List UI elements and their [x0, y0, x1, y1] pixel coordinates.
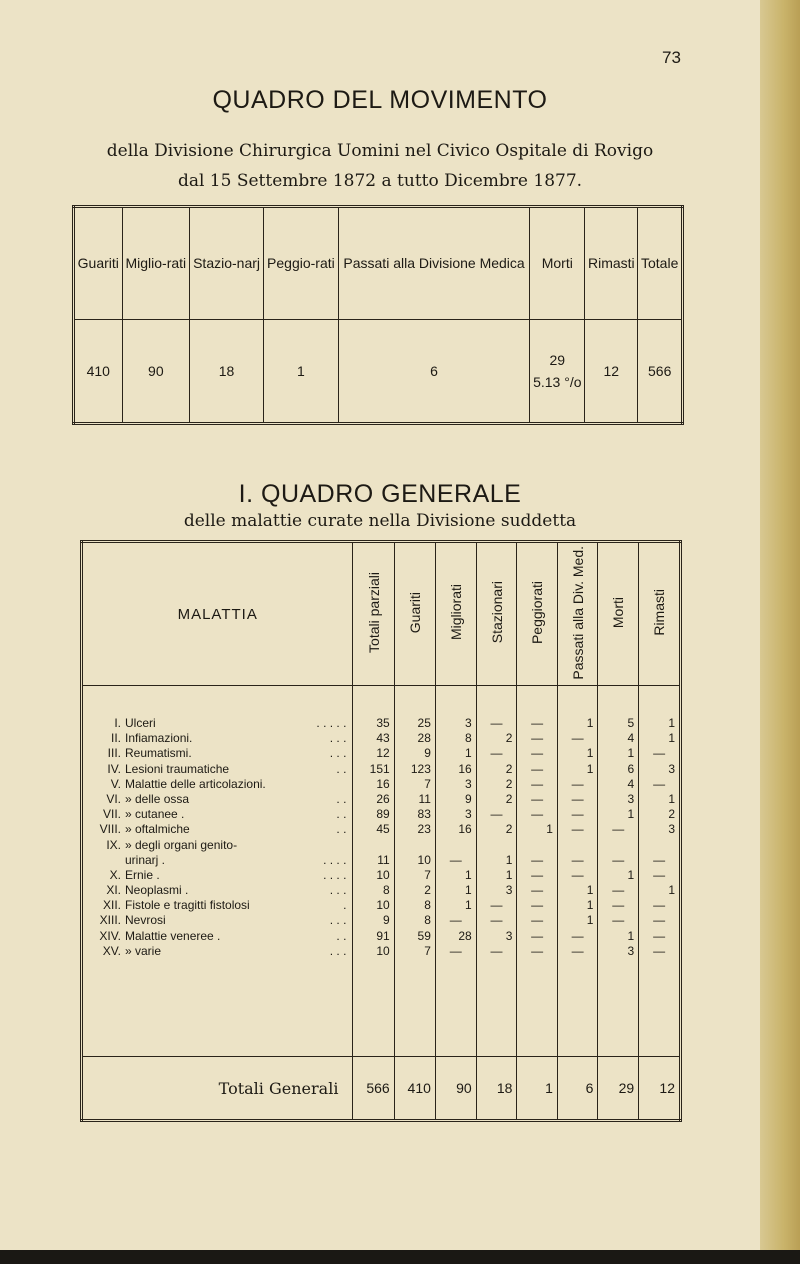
- disease-row-label: [83, 731, 352, 746]
- disease-row-label: [83, 944, 352, 959]
- table-cell: 3: [627, 791, 635, 806]
- disease-label: » cutanee .: [125, 807, 185, 822]
- disease-number: III.: [107, 746, 121, 761]
- table-cell: 7: [424, 776, 431, 791]
- disease-label: Malattie delle articolazioni.: [125, 776, 266, 791]
- header-totale: Totale: [638, 207, 683, 320]
- disease-row-label: [83, 762, 352, 777]
- table-cell: 1: [627, 928, 635, 943]
- table-cell: 2: [424, 883, 431, 898]
- disease-row-label: [83, 716, 352, 731]
- disease-row-label: [83, 807, 352, 822]
- table-cell: —: [531, 883, 544, 898]
- table-cell: 35: [376, 716, 390, 730]
- leader-dots: . . .: [329, 746, 347, 761]
- disease-row-label: [83, 838, 352, 853]
- leader-dots: . .: [336, 822, 347, 837]
- table-cell: 9: [464, 791, 472, 806]
- leader-dots: . . .: [329, 913, 347, 928]
- disease-number: IV.: [107, 761, 121, 776]
- table-cell: 1: [586, 913, 594, 928]
- header-rimasti-col: [639, 542, 681, 686]
- header-totali-parziali-label: Totali parziali: [365, 572, 382, 653]
- table-cell: 2: [505, 731, 513, 746]
- col-rimasti: [639, 686, 681, 1057]
- table-cell: 9: [382, 913, 390, 928]
- table-cell: —: [531, 716, 544, 730]
- disease-label: Lesioni traumatiche: [125, 761, 230, 776]
- table-cell: 7: [424, 943, 431, 958]
- morti-percent: 5.13 °/o: [533, 373, 582, 390]
- movement-header-row: [74, 207, 683, 320]
- header-migliorati-label: Migliorati: [447, 584, 464, 641]
- header-passati-label: Passati alla Div. Med.: [569, 545, 586, 680]
- table-cell: 3: [505, 928, 513, 943]
- table-cell: 1: [627, 807, 635, 822]
- table-cell: 1: [464, 746, 472, 761]
- header-peggiorati-col: [517, 542, 557, 686]
- table-cell: 28: [458, 928, 472, 943]
- header-stazionarj: Stazio-narj: [190, 207, 264, 320]
- disease-number: IX.: [106, 837, 121, 852]
- table-cell: 16: [376, 776, 390, 791]
- table-cell: —: [612, 913, 625, 928]
- disease-label: Reumatismi.: [125, 746, 192, 761]
- table-cell: 3: [464, 716, 472, 730]
- header-rimasti: Rimasti: [585, 207, 638, 320]
- total-rimasti: 12: [639, 1057, 681, 1121]
- page-edge: [760, 0, 800, 1264]
- table-cell: 1: [546, 822, 553, 837]
- total-peggiorati: 1: [517, 1057, 557, 1121]
- table-cell: 3: [627, 943, 635, 958]
- table-cell: 59: [417, 928, 431, 943]
- value-passati: 6: [338, 319, 530, 423]
- disease-number: XII.: [102, 898, 121, 913]
- table-cell: 1: [464, 867, 472, 882]
- general-header-row: [82, 542, 681, 686]
- leader-dots: . .: [336, 807, 347, 822]
- table-cell: [477, 838, 517, 853]
- table-cell: —: [653, 852, 666, 867]
- table-cell: [517, 838, 556, 853]
- header-morti-col: [598, 542, 639, 686]
- table-cell: 7: [424, 867, 431, 882]
- table-cell: —: [490, 716, 503, 730]
- leader-dots: . . . .: [323, 867, 347, 882]
- disease-label: » oftalmiche: [125, 822, 190, 837]
- disease-row-label: [83, 898, 352, 913]
- disease-row-label: [83, 777, 352, 792]
- table-cell: —: [571, 943, 584, 958]
- table-cell: 1: [586, 883, 594, 898]
- table-cell: —: [571, 867, 584, 882]
- table-cell: —: [612, 852, 625, 867]
- totals-label: Totali Generali: [82, 1057, 353, 1121]
- table-cell: —: [571, 852, 584, 867]
- scan-border: [0, 1250, 800, 1264]
- subtitle-period: dal 15 Settembre 1872 a tutto Dicembre 1877.: [177, 171, 583, 191]
- disease-label: Ulceri: [125, 716, 156, 730]
- table-cell: 83: [417, 807, 431, 822]
- leader-dots: . .: [336, 761, 347, 776]
- section-subtitle: delle malattie curate nella Divisione suddetta: [183, 511, 577, 531]
- totals-row: [82, 1057, 681, 1121]
- table-cell: 6: [627, 761, 635, 776]
- col-passati: [557, 686, 597, 1057]
- table-cell: 3: [464, 776, 472, 791]
- table-cell: [353, 838, 393, 853]
- disease-number: XI.: [106, 883, 121, 898]
- disease-label: Nevrosi: [125, 913, 166, 928]
- table-cell: —: [653, 943, 666, 958]
- table-cell: 25: [417, 716, 431, 730]
- table-cell: 4: [627, 776, 635, 791]
- table-cell: 2: [668, 807, 675, 822]
- table-cell: —: [449, 852, 462, 867]
- header-morti-label: Morti: [610, 596, 627, 629]
- disease-number: VI.: [106, 791, 121, 806]
- table-cell: 43: [376, 731, 390, 746]
- disease-label: Ernie .: [125, 867, 160, 882]
- table-cell: 9: [424, 746, 431, 761]
- table-cell: 3: [668, 761, 675, 776]
- table-cell: 1: [668, 791, 675, 806]
- value-guariti: 410: [74, 319, 123, 423]
- table-cell: 45: [376, 822, 390, 837]
- movement-value-row: [74, 319, 683, 423]
- table-cell: 10: [376, 867, 390, 882]
- leader-dots: . . .: [329, 731, 347, 746]
- table-cell: —: [531, 791, 544, 806]
- general-body-row: [82, 686, 681, 1057]
- disease-number: X.: [109, 867, 121, 882]
- table-cell: 8: [382, 883, 390, 898]
- table-cell: 1: [627, 746, 635, 761]
- table-cell: —: [531, 761, 544, 776]
- disease-number: V.: [110, 776, 121, 791]
- table-cell: 89: [376, 807, 390, 822]
- table-cell: 1: [668, 883, 675, 898]
- page-number: 73: [662, 48, 681, 67]
- header-rimasti-label: Rimasti: [651, 589, 668, 636]
- table-cell: 1: [464, 883, 472, 898]
- table-cell: —: [571, 791, 584, 806]
- col-migliorati: [435, 686, 476, 1057]
- disease-row-label: [83, 792, 352, 807]
- disease-label: » delle ossa: [125, 791, 190, 806]
- table-cell: —: [490, 898, 503, 913]
- disease-row-label: [83, 929, 352, 944]
- header-stazionari-col: [476, 542, 517, 686]
- table-cell: [598, 838, 638, 853]
- table-cell: 1: [505, 867, 513, 882]
- disease-label: Neoplasmi .: [125, 883, 189, 898]
- header-guariti-label: Guariti: [406, 591, 423, 634]
- table-cell: —: [612, 883, 625, 898]
- table-cell: 11: [377, 852, 390, 867]
- section-title: I. QUADRO GENERALE: [238, 480, 522, 508]
- table-cell: 12: [376, 746, 390, 761]
- disease-label: urinarj .: [125, 852, 166, 867]
- value-rimasti: 12: [585, 319, 638, 423]
- table-cell: 1: [505, 852, 513, 867]
- disease-number: VIII.: [99, 822, 121, 837]
- table-cell: 2: [505, 822, 513, 837]
- disease-label: Malattie veneree .: [125, 928, 221, 943]
- header-malattia: MALATTIA: [82, 542, 353, 686]
- col-morti: [598, 686, 639, 1057]
- table-cell: 10: [417, 852, 431, 867]
- table-cell: 10: [376, 898, 390, 913]
- table-cell: 2: [505, 776, 513, 791]
- table-cell: 26: [376, 791, 390, 806]
- table-cell: —: [531, 913, 544, 928]
- table-cell: —: [449, 943, 462, 958]
- table-cell: —: [653, 928, 666, 943]
- disease-row-label: [83, 883, 352, 898]
- header-guariti: Guariti: [74, 207, 123, 320]
- header-totali-parziali: [353, 542, 394, 686]
- total-passati: 6: [557, 1057, 597, 1121]
- table-cell: [395, 838, 435, 853]
- table-cell: —: [531, 807, 544, 822]
- table-cell: 151: [369, 761, 390, 776]
- table-cell: 16: [458, 761, 472, 776]
- table-cell: —: [531, 867, 544, 882]
- movement-table: [72, 205, 684, 425]
- page-title: QUADRO DEL MOVIMENTO: [212, 86, 548, 114]
- table-cell: 28: [417, 731, 431, 746]
- total-guariti: 410: [394, 1057, 435, 1121]
- table-cell: 1: [668, 716, 675, 730]
- table-cell: 1: [586, 746, 594, 761]
- table-cell: 16: [458, 822, 472, 837]
- table-cell: [639, 838, 679, 853]
- value-morti-cell: [530, 319, 585, 423]
- table-cell: 1: [586, 716, 594, 730]
- table-cell: —: [490, 913, 503, 928]
- table-cell: 23: [417, 822, 431, 837]
- table-cell: 1: [627, 867, 635, 882]
- disease-number: II.: [110, 731, 121, 746]
- disease-row-label: [83, 868, 352, 883]
- table-cell: —: [531, 898, 544, 913]
- disease-label: Infiamazioni.: [125, 731, 193, 746]
- total-migliorati: 90: [435, 1057, 476, 1121]
- table-cell: —: [571, 807, 584, 822]
- disease-label: Fistole e tragitti fistolosi: [125, 898, 250, 913]
- leader-dots: . . .: [329, 943, 347, 958]
- table-cell: 3: [505, 883, 513, 898]
- leader-dots: . . . .: [323, 852, 347, 867]
- disease-row-label: [83, 822, 352, 837]
- table-cell: [436, 838, 476, 853]
- value-totale: 566: [638, 319, 683, 423]
- disease-row-label: [83, 746, 352, 761]
- table-cell: —: [653, 746, 666, 761]
- table-cell: —: [531, 776, 544, 791]
- disease-label: » degli organi genito-: [125, 837, 238, 852]
- table-cell: 8: [424, 898, 431, 913]
- table-cell: 4: [627, 731, 635, 746]
- leader-dots: . .: [336, 791, 347, 806]
- disease-number: I.: [114, 716, 121, 730]
- subtitle-division: della Divisione Chirurgica Uomini nel Civico Ospitale di Rovigo: [106, 141, 654, 161]
- value-stazionarj: 18: [190, 319, 264, 423]
- table-cell: 2: [505, 791, 513, 806]
- col-totali: [353, 686, 394, 1057]
- table-cell: 8: [424, 913, 431, 928]
- label-column: [82, 686, 353, 1057]
- table-cell: —: [571, 776, 584, 791]
- table-cell: 5: [627, 716, 635, 730]
- table-cell: 1: [586, 898, 594, 913]
- total-morti: 29: [598, 1057, 639, 1121]
- table-cell: [558, 838, 597, 853]
- table-cell: —: [612, 898, 625, 913]
- table-cell: —: [571, 731, 584, 746]
- table-cell: —: [490, 807, 503, 822]
- leader-dots: . . . . .: [316, 716, 347, 730]
- table-cell: 123: [410, 761, 431, 776]
- leader-dots: .: [343, 898, 347, 913]
- table-cell: —: [449, 913, 462, 928]
- header-peggiorati: Peggio-rati: [264, 207, 339, 320]
- table-cell: 10: [376, 943, 390, 958]
- table-cell: —: [653, 867, 666, 882]
- leader-dots: . .: [336, 928, 347, 943]
- header-morti: Morti: [530, 207, 585, 320]
- table-cell: —: [531, 928, 544, 943]
- table-cell: 91: [376, 928, 390, 943]
- table-cell: —: [653, 898, 666, 913]
- table-cell: —: [490, 746, 503, 761]
- general-table: [80, 540, 682, 1122]
- table-cell: —: [531, 943, 544, 958]
- total-stazionari: 18: [476, 1057, 517, 1121]
- table-cell: —: [571, 822, 584, 837]
- header-passati-col: [557, 542, 597, 686]
- table-cell: 11: [418, 791, 431, 806]
- table-cell: —: [531, 746, 544, 761]
- table-cell: —: [490, 943, 503, 958]
- table-cell: —: [653, 913, 666, 928]
- header-passati: Passati alla Divisione Medica: [338, 207, 530, 320]
- table-cell: —: [653, 776, 666, 791]
- table-cell: 8: [464, 731, 472, 746]
- table-cell: —: [612, 822, 625, 837]
- header-stazionari-label: Stazionari: [488, 581, 505, 644]
- leader-dots: . . .: [329, 883, 347, 898]
- disease-number: XIII.: [99, 913, 121, 928]
- col-guariti: [394, 686, 435, 1057]
- disease-row-label: [83, 853, 352, 868]
- disease-number: XV.: [102, 943, 121, 958]
- table-cell: —: [531, 852, 544, 867]
- disease-number: XIV.: [99, 928, 121, 943]
- header-migliorati-col: [435, 542, 476, 686]
- table-cell: —: [571, 928, 584, 943]
- table-cell: 1: [464, 898, 472, 913]
- table-cell: 3: [464, 807, 472, 822]
- value-morti: 29: [549, 351, 566, 368]
- disease-row-label: [83, 913, 352, 928]
- col-stazionari: [476, 686, 517, 1057]
- table-cell: —: [531, 731, 544, 746]
- table-cell: 1: [586, 761, 594, 776]
- value-peggiorati: 1: [264, 319, 339, 423]
- disease-number: VII.: [102, 807, 121, 822]
- disease-label: » varie: [125, 943, 162, 958]
- header-guariti-col: [394, 542, 435, 686]
- table-cell: 3: [668, 822, 675, 837]
- table-cell: 1: [668, 731, 675, 746]
- header-migliorati: Miglio-rati: [122, 207, 190, 320]
- value-migliorati: 90: [122, 319, 190, 423]
- col-peggiorati: [517, 686, 557, 1057]
- table-cell: 2: [505, 761, 513, 776]
- header-peggiorati-label: Peggiorati: [529, 580, 546, 645]
- total-totali: 566: [353, 1057, 394, 1121]
